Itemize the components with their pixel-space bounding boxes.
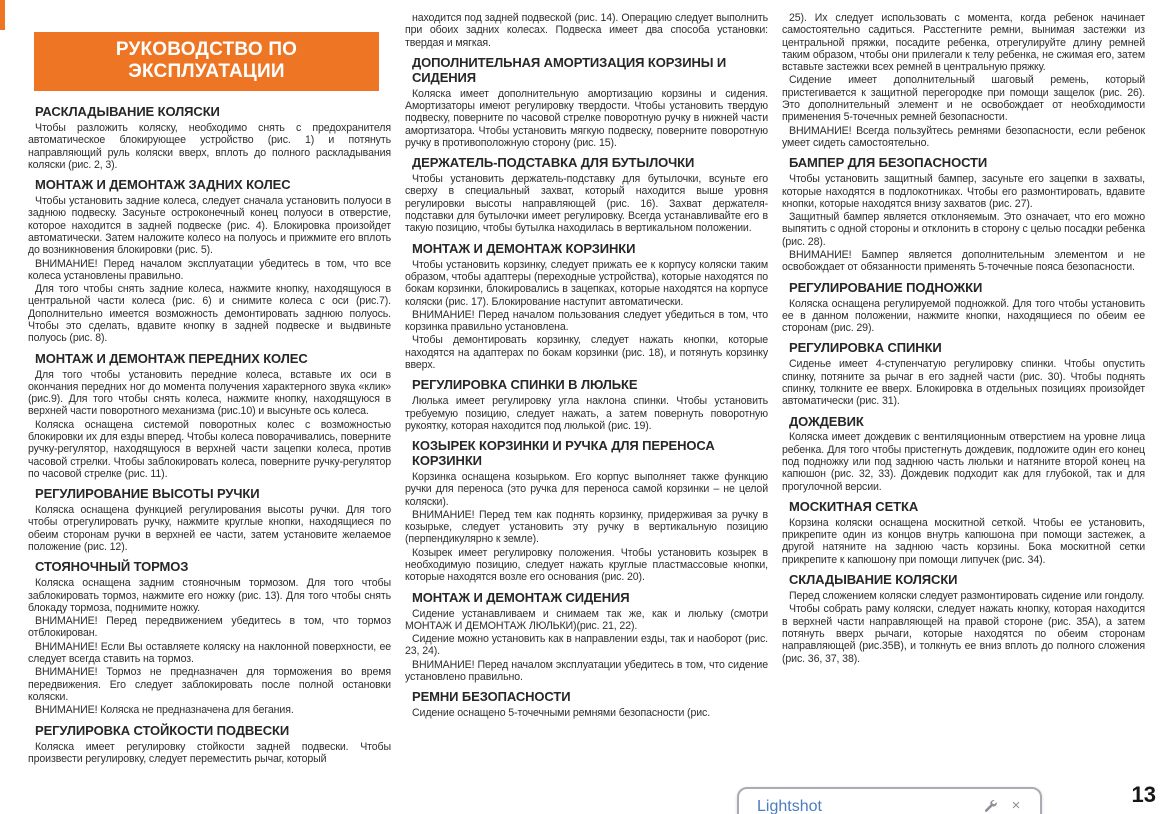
section-heading: РЕГУЛИРОВКА СТОЙКОСТИ ПОДВЕСКИ: [35, 722, 290, 738]
paragraph: Чтобы собрать раму коляски, следует нажать кнопку, которая находится в верхней части направляющей на правой стороне (рис. 35А), а затем потянуть вверх рычаги, которые находятся по обеим сторонам направляющей (рис.35В), и толкнуть ее вниз вплоть до полного сложения (рис. 36, 37, 38).: [782, 603, 1145, 665]
section-heading: РЕГУЛИРОВКА СПИНКИ В ЛЮЛЬКЕ: [412, 377, 638, 393]
section-heading: БАМПЕР ДЛЯ БЕЗОПАСНОСТИ: [789, 155, 988, 171]
paragraph: Чтобы разложить коляску, необходимо снять с предохранителя автоматическое блокирующее устройство (рис. 1) и потянуть направляющий руль коляски вверх, вплоть до полного раскладывания коляски (рис. 2, 3).: [28, 121, 391, 171]
paragraph: Сидение устанавливаем и снимаем так же, как и люльку (смотри МОНТАЖ И ДЕМОНТАЖ ЛЮЛЬКИ)(рис. 21, 22).: [405, 607, 768, 632]
paragraph: Перед сложением коляски следует размонтировать сидение или гондолу.: [789, 590, 1145, 603]
paragraph: Для того чтобы снять задние колеса, нажмите кнопку, находящуюся в центральной части колеса (рис. 6) и снимите колеса с оси (рис.7). Дополнительно имеется возможность демонтировать заднюю полуось. Чтобы это сделать, вдавите кнопку в задней подвеске и выдвиньте полуось (рис. 8).: [28, 283, 391, 345]
page-number: 13: [1131, 782, 1156, 807]
paragraph: ВНИМАНИЕ! Перед началом пользования следует убедиться в том, что корзинка правильно установлена.: [405, 308, 768, 334]
paragraph: Коляска оснащена задним стояночным тормозом. Для того чтобы заблокировать тормоз, нажмите его ножку (рис. 13). Для того чтобы снять блокаду тормоза, поднимите ножку.: [28, 577, 391, 614]
paragraph: Коляска имеет дождевик с вентиляционным отверстием на уровне лица ребенка. Для того чтобы пристегнуть дождевик, подложите один его конец под подножку или под заднюю часть люльки и натяните второй конец на капюшон (рис. 32, 33). Дождевик подходит как для глубокой, так и для прогулочной версии.: [782, 431, 1145, 493]
paragraph: ВНИМАНИЕ! Бампер является дополнительным элементом и не освобождает от обязанности применять 5-точечные пояса безопасности.: [782, 248, 1145, 274]
section-heading: РЕГУЛИРОВАНИЕ ВЫСОТЫ РУЧКИ: [35, 486, 260, 502]
section-heading: КОЗЫРЕК КОРЗИНКИ И РУЧКА ДЛЯ ПЕРЕНОСА КОРЗИНКИ: [412, 438, 715, 469]
paragraph: Сиденье имеет 4-ступенчатую регулировку спинки. Чтобы опустить спинку, потяните за рычаг в его задней части (рис. 30). Чтобы поднять спинку, толкните ее вверх. Блокировка в отдельных позициях произойдет автоматически (рис. 31).: [782, 358, 1145, 408]
paragraph: Для того чтобы установить передние колеса, вставьте их оси в окончания передних ног до момента получения характерного звука «клик» (рис.9). Для того чтобы снять колеса, нажмите кнопку, находящуюся в верхней части поворотного механизма (рис.10) и высуньте ось колеса.: [28, 368, 391, 418]
paragraph: Коляска оснащена функцией регулирования высоты ручки. Для того чтобы отрегулировать ручку, нажмите круглые кнопки, находящиеся по обеим сторонам ручки в верхней ее части, затем установите желаемое положение (рис. 12).: [28, 504, 391, 554]
section-heading: МОНТАЖ И ДЕМОНТАЖ КОРЗИНКИ: [412, 240, 636, 256]
paragraph: Чтобы установить корзинку, следует прижать ее к корпусу коляски таким образом, чтобы адаптеры (переходные устройства), которые находятся по бокам корзинки, блокировались в зацепках, которые находятся на корпусе коляски (рис. 17). Блокирование наступит автоматически.: [405, 258, 768, 308]
paragraph: ВНИМАНИЕ! Всегда пользуйтесь ремнями безопасности, если ребенок умеет сидеть самостоятельно.: [782, 124, 1145, 149]
popup-app-title: Lightshot: [757, 798, 822, 814]
section-heading: РАСКЛАДЫВАНИЕ КОЛЯСКИ: [35, 104, 220, 119]
paragraph: ВНИМАНИЕ! Коляска не предназначена для бегания.: [35, 704, 294, 717]
section-heading: ДОЖДЕВИК: [789, 413, 864, 429]
paragraph: Чтобы установить задние колеса, следует сначала установить полуоси в заднюю подвеску. Засуньте остроконечный конец полуоси в отверстие, которое находится в задней подвеске (рис. 4). Блокировка произойдет автоматически. Затем наложите колесо на полуось и прижмите его вплоть до возникновения блокировки (рис. 5).: [28, 195, 391, 257]
paragraph: ВНИМАНИЕ! Перед началом эксплуатации убедитесь в том, что сидение установлено правильно.: [405, 658, 768, 684]
section-heading: РЕМНИ БЕЗОПАСНОСТИ: [412, 689, 571, 705]
lightshot-popup: [737, 787, 1042, 814]
text-columns: [28, 0, 1145, 766]
wrench-icon[interactable]: [982, 797, 998, 813]
paragraph: ВНИМАНИЕ! Если Вы оставляете коляску на наклонной поверхности, ее следует всегда ставить на тормоз.: [28, 640, 391, 666]
section-heading: СКЛАДЫВАНИЕ КОЛЯСКИ: [789, 572, 958, 588]
paragraph: Корзинка оснащена козырьком. Его корпус выполняет также функцию ручки для переноса (это ручка для переноса самой корзинки – не целой коляски).: [405, 470, 768, 508]
section-heading: РЕГУЛИРОВАНИЕ ПОДНОЖКИ: [789, 279, 983, 295]
text-column-1: [28, 0, 391, 766]
paragraph: ВНИМАНИЕ! Перед началом эксплуатации убедитесь в том, что все колеса установлены правильно.: [28, 257, 391, 282]
paragraph: ВНИМАНИЕ! Перед передвижением убедитесь в том, что тормоз отблокирован.: [28, 615, 391, 640]
section-heading: МОНТАЖ И ДЕМОНТАЖ СИДЕНИЯ: [412, 589, 630, 605]
section-heading: ДЕРЖАТЕЛЬ-ПОДСТАВКА ДЛЯ БУТЫЛОЧКИ: [412, 155, 695, 171]
section-heading: МОНТАЖ И ДЕМОНТАЖ ЗАДНИХ КОЛЕС: [35, 177, 291, 193]
paragraph: ВНИМАНИЕ! Перед тем как поднять корзинку, придерживая за ручку в козырьке, следует установить эту ручку в вертикальную позицию (перпендикулярно к земле).: [405, 508, 768, 546]
paragraph: Коляска оснащена регулируемой подножкой. Для того чтобы установить ее в данном положении, нажмите кнопки, находящиеся по обеим ее сторонам (рис. 29).: [782, 297, 1145, 335]
popup-icon-row: [982, 797, 1024, 813]
paragraph: Чтобы установить держатель-подставку для бутылочки, всуньте его сверху в специальный захват, который находится выше уровня регулировки высоты направляющей (рис. 16). Захват держателя-подставки для бутылочки имеет регулировку. Всегда устанавливайте его в такую позицию, чтобы бутылка находилась в вертикальном положении.: [405, 173, 768, 235]
paragraph: Коляска оснащена системой поворотных колес с возможностью блокировки их для езды вперед. Чтобы колеса поворачивались, поверните ручку-регулятор, находящуюся в верхней части зацепки колеса, против часовой стрелки. Чтобы заблокировать колеса, поверните ручку-регулятор по часовой стрелке (рис. 11).: [28, 418, 391, 480]
text-column-3: [782, 0, 1145, 766]
paragraph: 25). Их следует использовать с момента, когда ребенок начинает самостоятельно садиться. Расстегните ремни, вынимая застежки из центральной пряжки, посадите ребенка, отрегулируйте длину ремней таким образом, чтобы они прилегали к телу ребенка, не сжимая его, затем вставьте застежки всех ремней в центральную пряжку.: [782, 12, 1145, 74]
text-column-2: [405, 0, 768, 766]
paragraph: Защитный бампер является отклоняемым. Это означает, что его можно выпятить с одной стороны и отклонить в сторону с целью посадки ребенка (рис. 28).: [782, 211, 1145, 248]
close-icon[interactable]: ×: [1011, 796, 1021, 814]
paragraph: Сидение можно установить как в направлении езды, так и наоборот (рис. 23, 24).: [405, 633, 768, 658]
paragraph: Чтобы установить защитный бампер, засуньте его зацепки в захваты, которые находятся в подлокотниках. Чтобы его размонтировать, вдавите кнопки, которые находятся внизу захватов (рис. 27).: [782, 173, 1145, 210]
paragraph: Люлька имеет регулировку угла наклона спинки. Чтобы установить требуемую позицию, следует нажать, а затем повернуть поворотную рукоятку, которая находится под люлькой (рис. 19).: [405, 395, 768, 432]
section-heading: МОСКИТНАЯ СЕТКА: [789, 498, 919, 514]
manual-title-banner: РУКОВОДСТВО ПО ЭКСПЛУАТАЦИИ: [34, 32, 379, 91]
paragraph: Коляска имеет регулировку стойкости задней подвески. Чтобы произвести регулировку, следует переместить рычаг, который: [28, 740, 391, 765]
paragraph: Коляска имеет дополнительную амортизацию корзины и сидения. Амортизаторы имеют регулировку твердости. Чтобы установить твердую подвеску, поверните по часовой стрелке поворотную ручку в нижней части амортизатора. Чтобы установить мягкую подвеску, поверните поворотную ручку в противоположную сторону (рис. 15).: [405, 87, 768, 149]
paragraph: Козырек имеет регулировку положения. Чтобы установить козырек в необходимую позицию, следует нажать круглые пластмассовые кнопки, которые находятся возле его основания (рис. 20).: [405, 546, 768, 584]
section-heading: РЕГУЛИРОВКА СПИНКИ: [789, 340, 942, 356]
paragraph: Корзина коляски оснащена москитной сеткой. Чтобы ее установить, прикрепите один из концов внутрь капюшона при помощи застежек, а другой натяните на заднюю часть корзины. Бока москитной сетки прикрепите к капюшону при помощи липучек (рис. 34).: [782, 516, 1145, 566]
paragraph: Сидение имеет дополнительный шаговый ремень, который пристегивается к защитной перегородке при помощи защелок (рис. 26). Это дополнительный элемент и не освобождает от необходимости применения 5-точечных ремней безопасности.: [782, 74, 1145, 124]
section-heading: ДОПОЛНИТЕЛЬНАЯ АМОРТИЗАЦИЯ КОРЗИНЫ И СИДЕНИЯ: [412, 54, 727, 85]
paragraph: Сидение оснащено 5-точечными ремнями безопасности (рис.: [412, 707, 711, 720]
section-heading: МОНТАЖ И ДЕМОНТАЖ ПЕРЕДНИХ КОЛЕС: [35, 350, 308, 366]
paragraph: находится под задней подвеской (рис. 14). Операцию следует выполнить при обоих задних колесах. Подвеска имеет два способа установки: твердая и мягкая.: [405, 12, 768, 49]
page-edge-mark: [0, 0, 5, 30]
paragraph: ВНИМАНИЕ! Тормоз не предназначен для торможения во время передвижения. Его следует заблокировать после полной остановки коляски.: [28, 666, 391, 703]
paragraph: Чтобы демонтировать корзинку, следует нажать кнопки, которые находятся на адаптерах по бокам корзинки (рис. 18), и потянуть корзинку вверх.: [405, 334, 768, 371]
section-heading: СТОЯНОЧНЫЙ ТОРМОЗ: [35, 559, 189, 575]
